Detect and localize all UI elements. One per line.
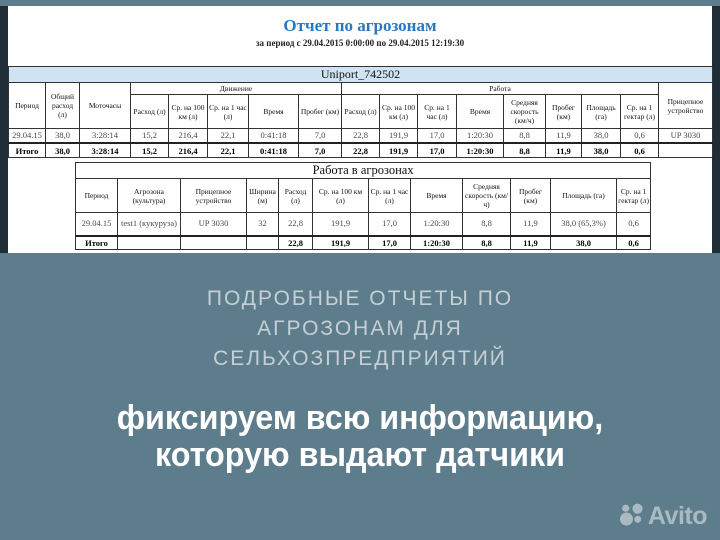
table-cell: 11,9 xyxy=(546,129,582,144)
table-cell: 38,0 xyxy=(46,129,80,144)
table-cell: 0,6 xyxy=(617,236,651,250)
table-cell: 7,0 xyxy=(299,129,342,144)
table-cell: 22,1 xyxy=(208,143,249,158)
table-cell: 29.04.15 xyxy=(9,129,46,144)
table-cell: 32 xyxy=(247,213,279,237)
table-total-row xyxy=(9,143,713,158)
column-header: Ср. на 1 час (л) xyxy=(369,179,411,213)
table-cell: Итого xyxy=(9,143,46,158)
table-total-row xyxy=(76,236,651,250)
table-cell: 0:41:18 xyxy=(249,129,299,144)
table-cell: 22,8 xyxy=(342,129,380,144)
table-cell: 38,0 xyxy=(582,129,621,144)
table-cell: 1:20:30 xyxy=(411,213,463,237)
avito-logo xyxy=(620,502,707,531)
banner-heading-line: ПОДРОБНЫЕ ОТЧЕТЫ ПО xyxy=(206,287,514,310)
column-header: Пробег (км) xyxy=(511,179,551,213)
avito-logo-text: Avito xyxy=(647,502,707,530)
table-cell: 8,8 xyxy=(463,213,511,237)
column-header: Пробег (км) xyxy=(546,95,582,129)
table-cell: 191,9 xyxy=(313,213,369,237)
table-group-header-row xyxy=(9,83,713,95)
column-header: Пробег (км) xyxy=(299,95,342,129)
table-cell: 17,0 xyxy=(418,143,457,158)
report-title: Отчет по агрозонам xyxy=(283,16,437,35)
column-header: Ширина (м) xyxy=(247,179,279,213)
column-header: Средняя скорость (км/ч) xyxy=(504,95,546,129)
group-header-work: Работа xyxy=(342,83,659,95)
banner-tagline-line: фиксируем всю информацию, xyxy=(116,399,604,437)
table-cell: 1:20:30 xyxy=(457,143,504,158)
column-header: Ср. на 1 час (л) xyxy=(208,95,249,129)
machine-report-table xyxy=(8,66,713,158)
table-cell: 38,0 xyxy=(551,236,617,250)
column-header: Прицепное устройство xyxy=(181,179,247,213)
group-header-movement: Движение xyxy=(131,83,342,95)
table-cell: 15,2 xyxy=(131,129,169,144)
right-edge-bar xyxy=(712,6,720,253)
table-cell xyxy=(181,236,247,250)
table-cell: 7,0 xyxy=(299,143,342,158)
report-section xyxy=(0,6,720,253)
column-header: Площадь (га) xyxy=(582,95,621,129)
table-cell xyxy=(247,236,279,250)
table-cell: 29.04.15 xyxy=(76,213,118,237)
column-header: Расход (л) xyxy=(342,95,380,129)
table-cell: 1:20:30 xyxy=(411,236,463,250)
column-header: Время xyxy=(411,179,463,213)
column-header-implement: Прицепное устройство xyxy=(659,83,713,129)
report-subtitle: за период с 29.04.2015 0:00:00 по 29.04.2015 12:19:30 xyxy=(255,38,465,48)
table-cell: 15,2 xyxy=(131,143,169,158)
banner-tagline xyxy=(18,400,702,474)
column-header: Время xyxy=(249,95,299,129)
table-cell: 8,8 xyxy=(504,143,546,158)
table-cell: 22,8 xyxy=(279,236,313,250)
table-cell: 11,9 xyxy=(546,143,582,158)
table-cell: UP 3030 xyxy=(659,129,713,144)
column-header: Расход (л) xyxy=(131,95,169,129)
left-edge-bar xyxy=(0,6,8,253)
table-cell: 3:28:14 xyxy=(80,129,131,144)
table-cell: 17,0 xyxy=(369,213,411,237)
column-header: Время xyxy=(457,95,504,129)
banner-tagline-line: которую выдают датчики xyxy=(154,436,566,474)
table-cell: 22,1 xyxy=(208,129,249,144)
table-cell xyxy=(659,143,713,158)
table-cell: 17,0 xyxy=(369,236,411,250)
column-header: Расход (л) xyxy=(279,179,313,213)
table-cell: test1 (кукуруза) xyxy=(118,213,181,237)
column-header: Период xyxy=(76,179,118,213)
table-cell: 8,8 xyxy=(504,129,546,144)
table-cell: 22,8 xyxy=(342,143,380,158)
table-cell: 11,9 xyxy=(511,213,551,237)
table-row xyxy=(9,129,713,144)
column-header: Ср. на 1 гектар (л) xyxy=(617,179,651,213)
column-header: Агрозона (культура) xyxy=(118,179,181,213)
column-header: Ср. на 1 гектар (л) xyxy=(621,95,659,129)
table-cell: 38,0 xyxy=(582,143,621,158)
column-header: Средняя скорость (км/ч) xyxy=(463,179,511,213)
machine-table-title: Uniport_742502 xyxy=(9,67,713,83)
table-cell: 38,0 xyxy=(46,143,80,158)
table-row xyxy=(76,213,651,237)
table-cell: 17,0 xyxy=(418,129,457,144)
table-cell: 191,9 xyxy=(380,143,418,158)
column-header: Ср. на 1 час (л) xyxy=(418,95,457,129)
table-cell: 22,8 xyxy=(279,213,313,237)
report-document xyxy=(8,6,712,253)
table-cell: 191,9 xyxy=(313,236,369,250)
table-header-row xyxy=(76,179,651,213)
table-cell xyxy=(118,236,181,250)
table-title-row xyxy=(76,163,651,179)
column-header: Площадь (га) xyxy=(551,179,617,213)
table-cell: 0,6 xyxy=(621,129,659,144)
table-cell: UP 3030 xyxy=(181,213,247,237)
column-header: Ср. на 100 км (л) xyxy=(313,179,369,213)
column-header-period: Период xyxy=(9,83,46,129)
table-cell: 38,0 (65,3%) xyxy=(551,213,617,237)
column-header: Ср. на 100 км (л) xyxy=(169,95,208,129)
table-cell: 1:20:30 xyxy=(457,129,504,144)
table-cell: 216,4 xyxy=(169,129,208,144)
table-cell: 3:28:14 xyxy=(80,143,131,158)
table-cell: 8,8 xyxy=(463,236,511,250)
column-header: Ср. на 100 км (л) xyxy=(380,95,418,129)
agrozone-table-title: Работа в агрозонах xyxy=(76,163,651,179)
banner-heading-line: СЕЛЬХОЗПРЕДПРИЯТИЙ xyxy=(213,347,507,370)
table-cell: 0,6 xyxy=(621,143,659,158)
banner-heading xyxy=(0,284,720,374)
table-title-row xyxy=(9,67,713,83)
column-header-engine-hours: Моточасы xyxy=(80,83,131,129)
table-cell: 191,9 xyxy=(380,129,418,144)
table-cell: 216,4 xyxy=(169,143,208,158)
table-cell: 0,6 xyxy=(617,213,651,237)
promo-banner xyxy=(0,253,720,540)
banner-heading-line: АГРОЗОНАМ ДЛЯ xyxy=(257,317,463,340)
avito-dots-icon xyxy=(620,502,644,531)
table-cell: Итого xyxy=(76,236,118,250)
table-cell: 11,9 xyxy=(511,236,551,250)
column-header-total-fuel: Общий расход (л) xyxy=(46,83,80,129)
table-cell: 0:41:18 xyxy=(249,143,299,158)
agrozone-report-table xyxy=(75,162,651,250)
